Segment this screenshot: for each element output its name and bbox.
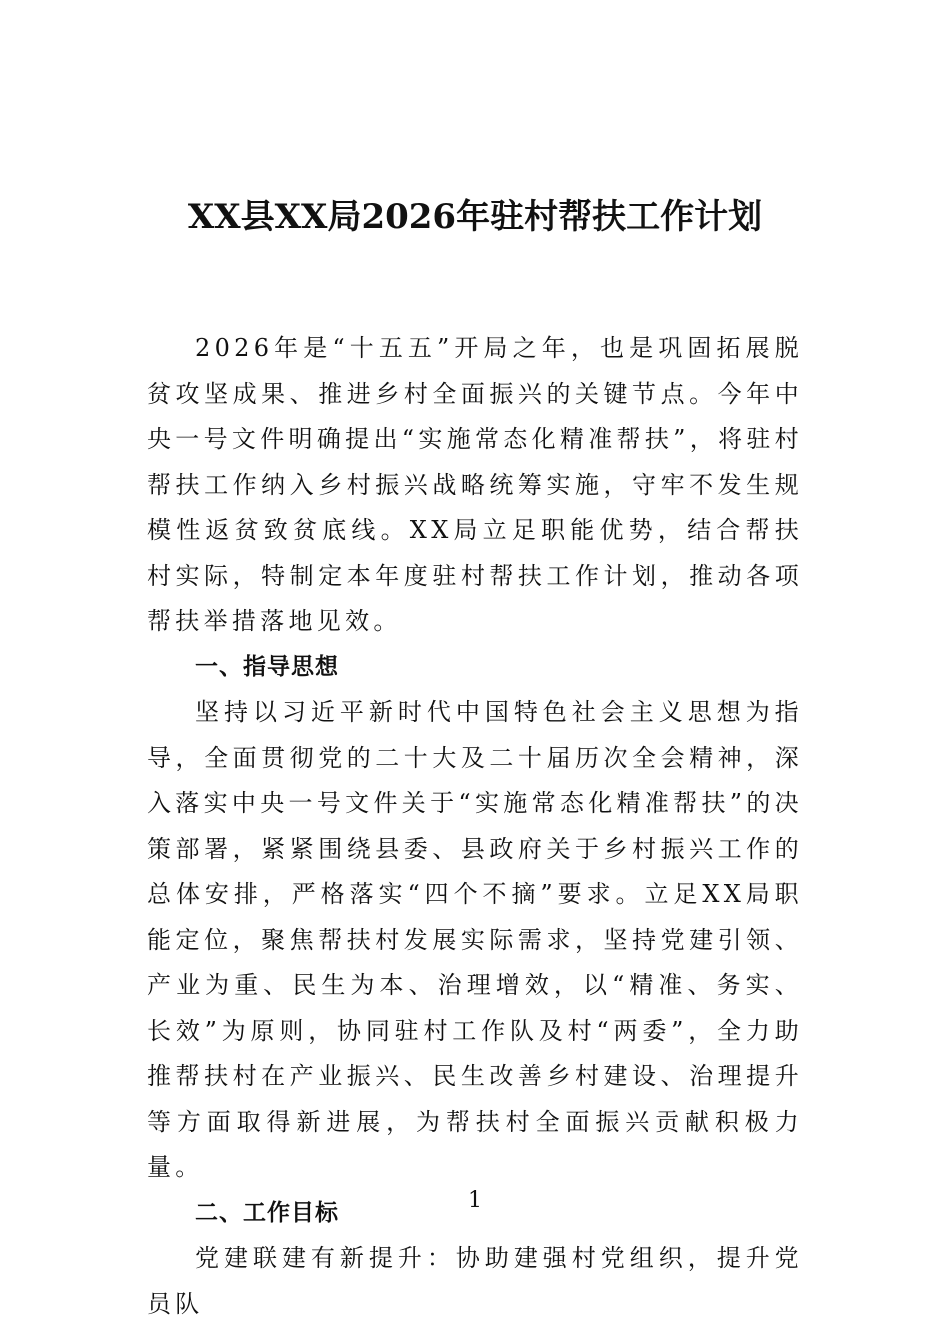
- section-heading-guiding-ideology: 一、指导思想: [195, 653, 339, 680]
- page-number: 1: [468, 1188, 482, 1213]
- intro-paragraph: 2026年是“十五五”开局之年，也是巩固拓展脱贫攻坚成果、推进乡村全面振兴的关键节点。今年中央一号文件明确提出“实施常态化精准帮扶”，将驻村帮扶工作纳入乡村振兴战略统筹实施，守牢不发生规模性返贫致贫底线。XX局立足职能优势，结合帮扶村实际，特制定本年度驻村帮扶工作计划，推动各项帮扶举措落地见效。: [147, 334, 803, 635]
- document-body: [147, 326, 803, 1327]
- section-heading-work-goals: 二、工作目标: [195, 1199, 339, 1226]
- section-paragraph-guiding-ideology: 坚持以习近平新时代中国特色社会主义思想为指导，全面贯彻党的二十大及二十届历次全会精神，深入落实中央一号文件关于“实施常态化精准帮扶”的决策部署，紧紧围绕县委、县政府关于乡村振兴工作的总体安排，严格落实“四个不摘”要求。立足XX局职能定位，聚焦帮扶村发展实际需求，坚持党建引领、产业为重、民生为本、治理增效，以“精准、务实、长效”为原则，协同驻村工作队及村“两委”，全力助推帮扶村在产业振兴、民生改善乡村建设、治理提升等方面取得新进展，为帮扶村全面振兴贡献积极力量。: [147, 698, 803, 1181]
- section-paragraph-work-goals: 党建联建有新提升：协助建强村党组织，提升党员队: [147, 1244, 803, 1318]
- document-title: XX县XX局2026年驻村帮扶工作计划: [187, 197, 763, 237]
